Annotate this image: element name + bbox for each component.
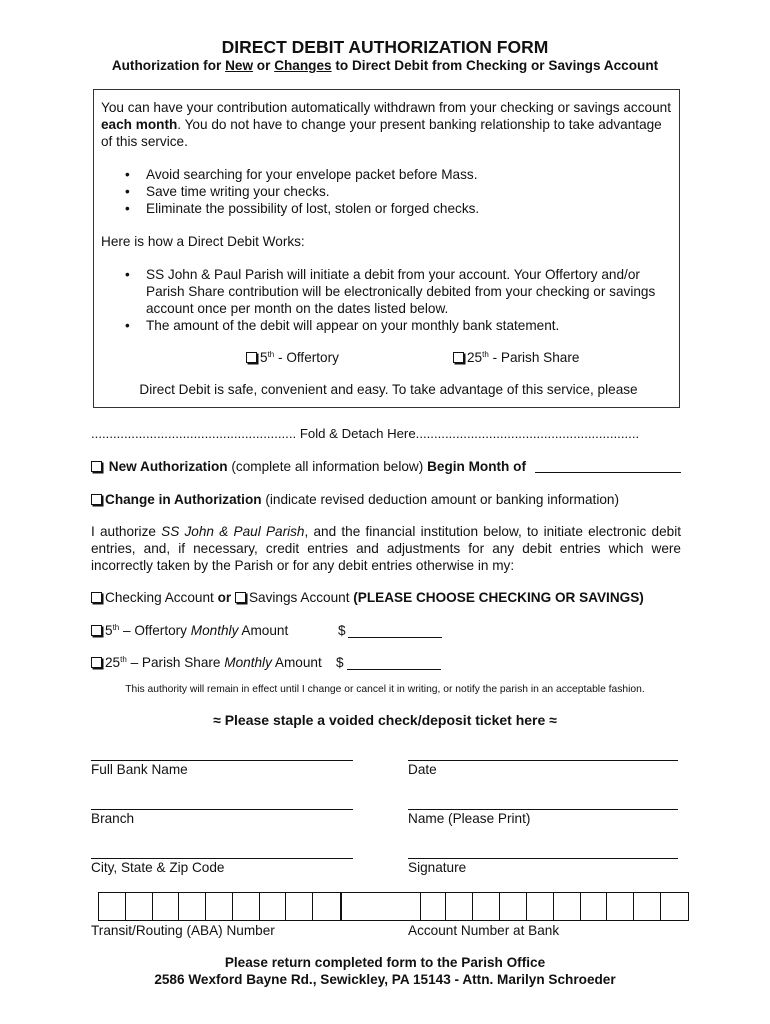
change-authorization-checkbox[interactable] [91, 494, 102, 505]
return-instructions: Please return completed form to the Parish Office [224, 955, 546, 970]
parish-share-checkbox[interactable] [91, 657, 102, 668]
offertory-amount-row: 5th – Offertory Monthly Amount [91, 623, 288, 638]
routing-number-label: Transit/Routing (ABA) Number [91, 923, 275, 938]
parish-share-amount-field[interactable] [347, 669, 441, 670]
date-label: Date [408, 762, 437, 777]
list-item: • SS John & Paul Parish will initiate a debit from your account. Your Offertory and/or Parish Share contribution will be electronically debited from your checking or savings account once per month on the dates listed below. [101, 266, 676, 317]
digit-box[interactable] [126, 893, 153, 920]
subtitle-new: New [225, 58, 254, 73]
digit-box[interactable] [313, 893, 340, 920]
list-item: • Save time writing your checks. [101, 183, 676, 200]
begin-month-field[interactable] [535, 472, 681, 473]
signature-label: Signature [408, 860, 467, 875]
fold-detach-line: ........................................................ Fold & Detach Here............................................................. [91, 426, 640, 441]
bank-name-field[interactable] [91, 760, 353, 761]
form-subtitle: Authorization for New or Changes to Direct Debit from Checking or Savings Account [111, 58, 659, 73]
list-item: • Avoid searching for your envelope packet before Mass. [101, 166, 676, 183]
form-title: DIRECT DEBIT AUTHORIZATION FORM [221, 37, 549, 57]
checking-account-checkbox[interactable] [91, 592, 102, 603]
parish-address: 2586 Wexford Bayne Rd., Sewickley, PA 15143 - Attn. Marilyn Schroeder [154, 972, 616, 987]
digit-box[interactable] [260, 893, 287, 920]
print-name-label: Name (Please Print) [408, 811, 531, 826]
city-state-zip-field[interactable] [91, 858, 353, 859]
bank-name-label: Full Bank Name [91, 762, 188, 777]
change-authorization-row: Change in Authorization (indicate revised deduction amount or banking information) [91, 492, 619, 507]
digit-box[interactable] [99, 893, 126, 920]
city-state-zip-label: City, State & Zip Code [91, 860, 225, 875]
date-offertory: 5th - Offertory [246, 349, 339, 366]
digit-box[interactable] [206, 893, 233, 920]
date-parish-share: 25th - Parish Share [453, 349, 579, 366]
parish-share-amount-row: 25th – Parish Share Monthly Amount [91, 655, 322, 670]
checkbox-icon [453, 352, 464, 363]
digit-box[interactable] [153, 893, 180, 920]
offertory-checkbox[interactable] [91, 625, 102, 636]
list-item: • Eliminate the possibility of lost, stolen or forged checks. [101, 200, 676, 217]
authority-note: This authority will remain in effect until I change or cancel it in writing, or notify the parish in an acceptable fashion. [125, 684, 645, 695]
account-number-label: Account Number at Bank [408, 923, 560, 938]
parish-share-dollar: $ [336, 655, 344, 670]
offertory-dollar: $ [338, 623, 346, 638]
savings-account-checkbox[interactable] [235, 592, 246, 603]
list-item: • The amount of the debit will appear on your monthly bank statement. [101, 317, 676, 334]
digit-box[interactable] [179, 893, 206, 920]
date-field[interactable] [408, 760, 678, 761]
debit-dates [101, 349, 676, 366]
print-name-field[interactable] [408, 809, 678, 810]
checkbox-icon [246, 352, 257, 363]
digit-box[interactable] [661, 893, 688, 920]
digit-box[interactable] [554, 893, 581, 920]
info-closing: Direct Debit is safe, convenient and easy. To take advantage of this service, please [139, 382, 638, 397]
branch-field[interactable] [91, 809, 353, 810]
benefits-list [101, 166, 676, 217]
digit-box[interactable] [286, 893, 313, 920]
how-heading: Here is how a Direct Debit Works: [101, 234, 305, 249]
digit-box[interactable] [446, 893, 473, 920]
digit-box[interactable] [233, 893, 260, 920]
info-box [93, 89, 680, 408]
staple-note: ≈ Please staple a voided check/deposit ticket here ≈ [213, 712, 557, 728]
new-authorization-checkbox[interactable] [91, 461, 102, 472]
account-type-row: Checking Account or Savings Account (PLEASE CHOOSE CHECKING OR SAVINGS) [91, 590, 644, 605]
new-authorization-row: New Authorization (complete all information below) Begin Month of [91, 459, 526, 474]
digit-box[interactable] [342, 893, 421, 920]
digit-box[interactable] [473, 893, 500, 920]
digit-box[interactable] [421, 893, 447, 920]
digit-box[interactable] [500, 893, 527, 920]
signature-field[interactable] [408, 858, 678, 859]
offertory-amount-field[interactable] [348, 637, 442, 638]
digit-box[interactable] [527, 893, 554, 920]
authorization-paragraph: I authorize SS John & Paul Parish, and the financial institution below, to initiate electronic debit entries, and, if necessary, credit entries and adjustments for any debit entries which were incorrectly taken by the Parish or for any debit entries otherwise in my: [91, 524, 681, 573]
how-list [101, 266, 676, 334]
digit-box[interactable] [607, 893, 634, 920]
digit-box[interactable] [581, 893, 608, 920]
digit-box[interactable] [634, 893, 661, 920]
info-intro: You can have your contribution automatically withdrawn from your checking or savings account each month. You do not have to change your present banking relationship to take advantage of this service. [101, 100, 671, 149]
routing-number-grid[interactable] [98, 892, 341, 921]
account-number-grid[interactable] [341, 892, 689, 921]
subtitle-changes: Changes [274, 58, 332, 73]
branch-label: Branch [91, 811, 135, 826]
